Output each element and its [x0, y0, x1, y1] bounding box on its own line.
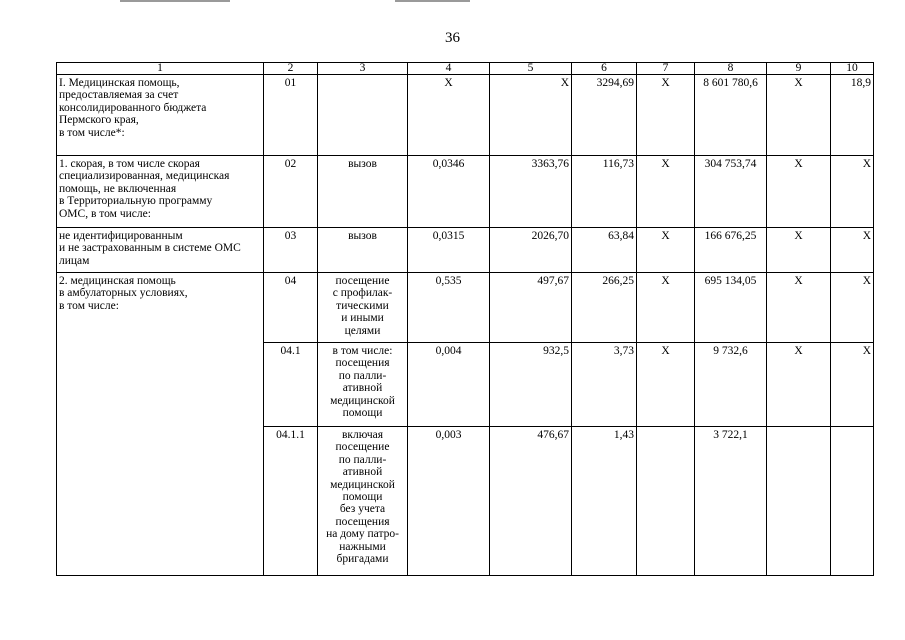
value-cell: 476,67: [490, 427, 572, 576]
row-code: 04.1: [264, 343, 318, 427]
value-cell: Х: [637, 228, 695, 273]
value-cell: Х: [767, 75, 831, 156]
row-code: 01: [264, 75, 318, 156]
value-cell: 9 732,6: [695, 343, 767, 427]
value-cell: 3363,76: [490, 156, 572, 228]
value-cell: 3,73: [572, 343, 637, 427]
unit-cell: посещение с профилак- тическими и иными целями: [318, 273, 408, 343]
value-cell: Х: [831, 343, 874, 427]
data-table: [56, 62, 874, 576]
column-header: 2: [264, 63, 318, 75]
value-cell: Х: [831, 228, 874, 273]
value-cell: [831, 427, 874, 576]
unit-cell: вызов: [318, 156, 408, 228]
column-header: 3: [318, 63, 408, 75]
column-header: 10: [831, 63, 874, 75]
scan-edge-right: [395, 0, 470, 2]
value-cell: 0,004: [408, 343, 490, 427]
value-cell: Х: [767, 273, 831, 343]
row-code: 02: [264, 156, 318, 228]
value-cell: 8 601 780,6: [695, 75, 767, 156]
value-cell: Х: [637, 156, 695, 228]
value-cell: Х: [767, 156, 831, 228]
value-cell: 695 134,05: [695, 273, 767, 343]
column-header: 4: [408, 63, 490, 75]
column-header: 1: [57, 63, 264, 75]
unit-cell: в том числе: посещения по палли- ативной медицинской помощи: [318, 343, 408, 427]
value-cell: Х: [767, 343, 831, 427]
value-cell: Х: [637, 343, 695, 427]
value-cell: 0,0346: [408, 156, 490, 228]
value-cell: Х: [831, 156, 874, 228]
column-header: 7: [637, 63, 695, 75]
table-row: [57, 75, 874, 156]
value-cell: 166 676,25: [695, 228, 767, 273]
page-number: 36: [445, 30, 460, 46]
value-cell: [767, 427, 831, 576]
value-cell: 3 722,1: [695, 427, 767, 576]
column-header: 8: [695, 63, 767, 75]
row-label: 2. медицинская помощь в амбулаторных условиях, в том числе:: [57, 273, 264, 576]
table-row: [57, 156, 874, 228]
value-cell: Х: [490, 75, 572, 156]
table-row: [57, 273, 874, 343]
value-cell: 63,84: [572, 228, 637, 273]
value-cell: [637, 427, 695, 576]
column-header: 5: [490, 63, 572, 75]
row-code: 04: [264, 273, 318, 343]
value-cell: 497,67: [490, 273, 572, 343]
unit-cell: вызов: [318, 228, 408, 273]
value-cell: 932,5: [490, 343, 572, 427]
column-header: 6: [572, 63, 637, 75]
value-cell: 2026,70: [490, 228, 572, 273]
value-cell: Х: [767, 228, 831, 273]
value-cell: Х: [637, 273, 695, 343]
row-label: не идентифицированным и не застрахованным в системе ОМС лицам: [57, 228, 264, 273]
value-cell: 116,73: [572, 156, 637, 228]
column-header: 9: [767, 63, 831, 75]
value-cell: 1,43: [572, 427, 637, 576]
row-code: 03: [264, 228, 318, 273]
row-label: 1. скорая, в том числе скорая специализированная, медицинская помощь, не включенная в Территориальную программу ОМС, в том числе:: [57, 156, 264, 228]
value-cell: 3294,69: [572, 75, 637, 156]
column-number-row: [57, 63, 874, 75]
value-cell: Х: [637, 75, 695, 156]
value-cell: 0,0315: [408, 228, 490, 273]
value-cell: 0,003: [408, 427, 490, 576]
value-cell: Х: [408, 75, 490, 156]
table-row: [57, 228, 874, 273]
scan-edge-left: [120, 0, 230, 2]
unit-cell: [318, 75, 408, 156]
value-cell: 266,25: [572, 273, 637, 343]
unit-cell: включая посещение по палли- ативной медицинской помощи без учета посещения на дому патро- нажными бригадами: [318, 427, 408, 576]
value-cell: 18,9: [831, 75, 874, 156]
value-cell: Х: [831, 273, 874, 343]
row-label: I. Медицинская помощь, предоставляемая за счет консолидированного бюджета Пермского края, в том числе*:: [57, 75, 264, 156]
value-cell: 304 753,74: [695, 156, 767, 228]
row-code: 04.1.1: [264, 427, 318, 576]
value-cell: 0,535: [408, 273, 490, 343]
